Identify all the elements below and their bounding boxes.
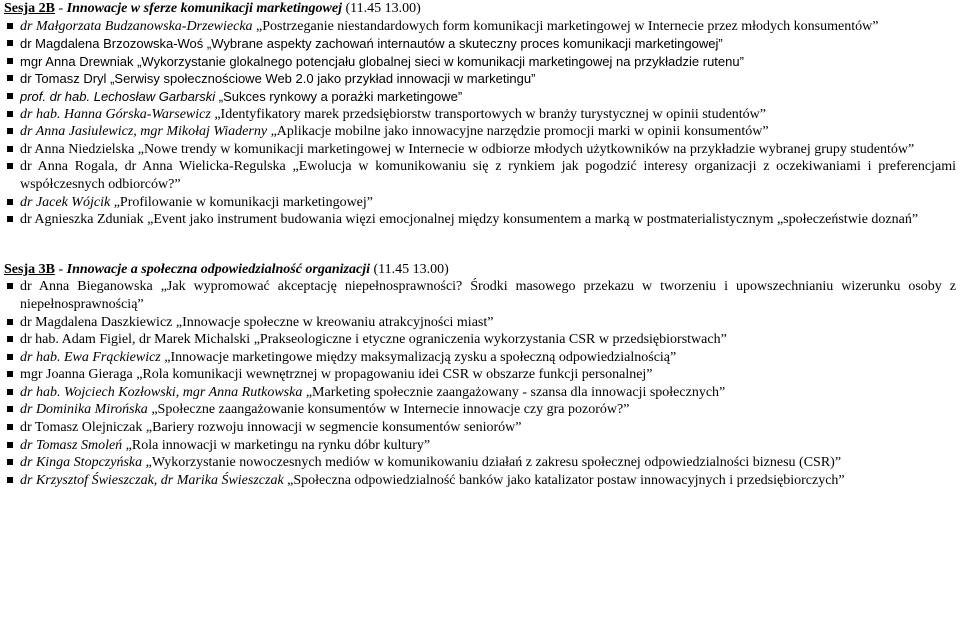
talk-title: „Wybrane aspekty zachowań internautów a skuteczny proces komunikacji marketingowej” — [206, 36, 723, 52]
talk-author: dr Kinga Stopczyńska — [20, 455, 143, 471]
talk-item — [4, 35, 956, 53]
session-title: Innowacje a społeczna odpowiedzialność organizacji — [66, 261, 370, 277]
talk-author: dr Agnieszka Zduniak — [20, 212, 144, 228]
talk-title: „Sukces rynkowy a porażki marketingowe” — [218, 88, 463, 104]
talk-author: dr hab. Hanna Górska-Warsewicz — [20, 106, 211, 122]
talk-author: dr Anna Bieganowska — [20, 279, 153, 295]
talk-title: „Postrzeganie niestandardowych form komunikacji marketingowej w Internecie przez młodych konsumentów” — [256, 18, 879, 34]
talk-title: „Nowe trendy w komunikacji marketingowej w Internecie w odbiorze młodych użytkowników na przykładzie wybranej grupy studentów” — [137, 141, 915, 157]
talk-author: dr Anna Jasiulewicz, mgr Mikołaj Wiaderny — [20, 124, 268, 140]
talk-item — [4, 331, 956, 349]
talk-item — [4, 437, 956, 455]
talk-title: „Event jako instrument budowania więzi emocjonalnej między konsumentem a marką w postmaterialistycznym „społeczeństwie doznań” — [147, 212, 919, 228]
session-heading: Sesja 2B - Innowacje w sferze komunikacji marketingowej (11.45 13.00) — [4, 1, 421, 16]
talk-item — [4, 53, 956, 71]
talk-author: dr Tomasz Dryl — [20, 71, 107, 87]
talk-author: dr Tomasz Smoleń — [20, 437, 123, 453]
talk-title: „Innowacje marketingowe między maksymalizacją zysku a społeczną odpowiedzialnością” — [164, 349, 677, 365]
talk-item — [4, 419, 956, 437]
talk-author: dr hab. Wojciech Kozłowski, mgr Anna Rutkowska — [20, 384, 303, 400]
talk-title: „Bariery rozwoju innowacji w segmencie konsumentów seniorów” — [145, 420, 522, 436]
program-page — [4, 0, 956, 489]
talk-item — [4, 366, 956, 384]
session-time: (11.45 13.00) — [345, 1, 421, 16]
talk-title: „Wykorzystanie nowoczesnych mediów w komunikowaniu działań z zakresu społecznej odpowiedzialności biznesu (CSR)” — [145, 455, 842, 471]
talk-title: „Prakseologiczne i etyczne ograniczenia wykorzystania CSR w przedsiębiorstwach” — [253, 332, 727, 348]
talk-item — [4, 106, 956, 124]
talk-item — [4, 70, 956, 88]
talk-author: dr Magdalena Brzozowska-Woś — [20, 36, 204, 52]
talk-item — [4, 141, 956, 159]
talk-title: „Ewolucja w komunikowaniu się z rynkiem jak pogodzić interesy organizacji z oczekiwaniami i preferencjami współczesnych odbiorców?” — [20, 159, 956, 192]
talk-author: dr Małgorzata Budzanowska-Drzewiecka — [20, 18, 253, 34]
talk-item — [4, 211, 956, 229]
talk-author: dr Tomasz Olejniczak — [20, 420, 143, 436]
session-time: (11.45 13.00) — [373, 261, 449, 277]
talk-author: dr Magdalena Daszkiewicz — [20, 314, 173, 330]
talk-title: „Społeczna odpowiedzialność banków jako katalizator postaw innowacyjnych i przedsiębiorczych” — [287, 472, 845, 488]
talk-item — [4, 194, 956, 212]
talk-author: dr Dominika Mirońska — [20, 402, 148, 418]
talk-item — [4, 384, 956, 402]
talk-title: „Rola komunikacji wewnętrznej w propagowaniu idei CSR w obszarze funkcji personalnej” — [136, 367, 653, 383]
talk-item — [4, 123, 956, 141]
talk-author: mgr Joanna Gieraga — [20, 367, 133, 383]
session-talk-list — [4, 18, 956, 229]
talk-title: „Innowacje społeczne w kreowaniu atrakcyjności miast” — [175, 314, 494, 330]
talk-author: dr hab. Ewa Frąckiewicz — [20, 349, 161, 365]
talk-author: mgr Anna Drewniak — [20, 53, 134, 69]
talk-item — [4, 472, 956, 490]
session-label: Sesja 3B — [4, 261, 55, 277]
talk-title: „Wykorzystanie glokalnego potencjału globalnej sieci w komunikacji marketingowej na przykładzie rutenu” — [137, 53, 744, 69]
session-talk-list — [4, 278, 956, 489]
talk-title: „Profilowanie w komunikacji marketingowej” — [113, 194, 374, 210]
talk-item — [4, 88, 956, 106]
talk-item — [4, 18, 956, 36]
talk-item — [4, 401, 956, 419]
session-label: Sesja 2B — [4, 1, 55, 16]
talk-title: „Aplikacje mobilne jako innowacyjne narzędzie promocji marki w opinii konsumentów” — [270, 124, 769, 140]
talk-author: prof. dr hab. Lechosław Garbarski — [20, 88, 216, 104]
talk-title: „Społeczne zaangażowanie konsumentów w Internecie innowacje czy gra pozorów?” — [151, 402, 630, 418]
talk-author: dr Anna Niedzielska — [20, 141, 135, 157]
talk-title: „Identyfikatory marek przedsiębiorstw transportowych w branży turystycznej w opinii studentów” — [214, 106, 767, 122]
talk-item — [4, 349, 956, 367]
talk-title: „Rola innowacji w marketingu na rynku dóbr kultury” — [125, 437, 431, 453]
talk-title: „Serwisy społecznościowe Web 2.0 jako przykład innowacji w marketingu” — [110, 71, 536, 87]
talk-author: dr Krzysztof Świeszczak, dr Marika Świeszczak — [20, 472, 284, 488]
session-title: Innowacje w sferze komunikacji marketingowej — [66, 1, 342, 16]
talk-author: dr Jacek Wójcik — [20, 194, 111, 210]
session-heading: Sesja 3B - Innowacje a społeczna odpowiedzialność organizacji (11.45 13.00) — [4, 261, 449, 277]
talk-item — [4, 454, 956, 472]
talk-item — [4, 158, 956, 193]
talk-item — [4, 278, 956, 313]
talk-author: dr hab. Adam Figiel, dr Marek Michalski — [20, 332, 251, 348]
talk-title: „Marketing społecznie zaangażowany - szansa dla innowacji społecznych” — [305, 384, 726, 400]
talk-title: „Jak wypromować akceptację niepełnosprawności? Środki masowego przekazu w tworzeniu i upowszechnianiu wizerunku osoby z niepełnosprawnością” — [20, 279, 957, 312]
talk-item — [4, 314, 956, 332]
talk-author: dr Anna Rogala, dr Anna Wielicka-Regulska — [20, 159, 286, 175]
